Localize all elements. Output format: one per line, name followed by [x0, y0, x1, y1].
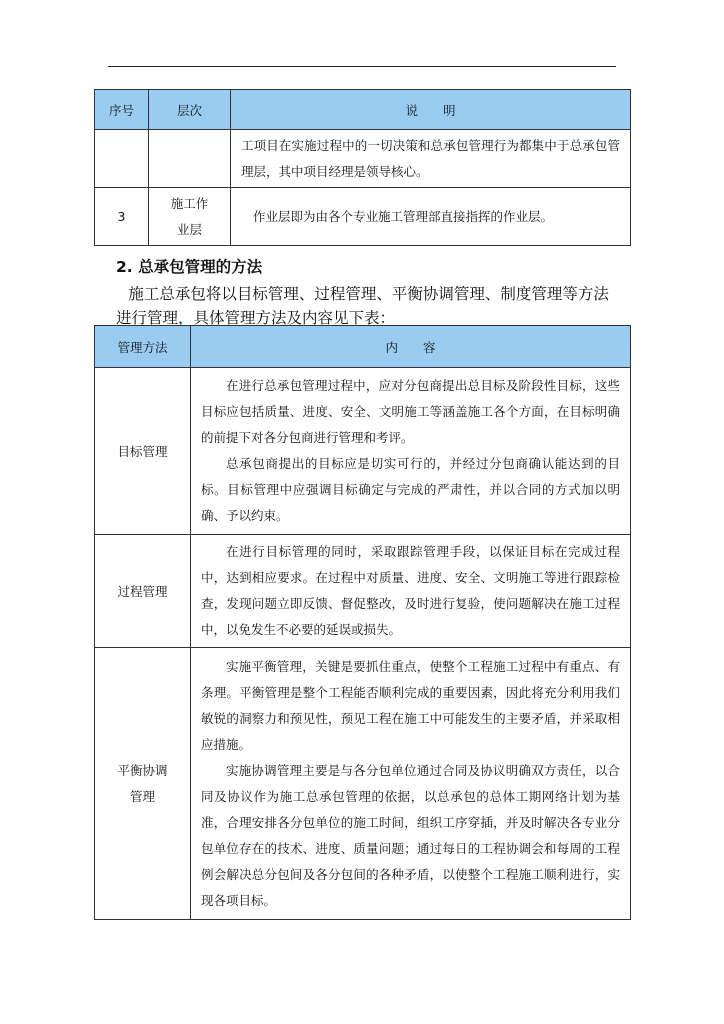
section-paragraph	[116, 282, 616, 326]
table-header-row	[95, 326, 631, 368]
row-desc: 作业层即为由各个专业施工管理部直接指挥的作业层。	[231, 188, 631, 246]
header-content: 内 容	[191, 326, 631, 368]
row-no	[95, 130, 149, 188]
header-desc: 说 明	[231, 90, 631, 130]
management-methods-table	[94, 325, 631, 920]
row-no: 3	[95, 188, 149, 246]
content-cell	[191, 368, 631, 535]
method-cell: 过程管理	[95, 535, 191, 648]
table-row	[95, 535, 631, 648]
header-rule	[108, 66, 616, 67]
row-level	[149, 130, 231, 188]
method-cell: 平衡协调管理	[95, 648, 191, 920]
content-paragraph: 在进行目标管理的同时，采取跟踪管理手段，以保证目标在完成过程中，达到相应要求。在过程中对质量、进度、安全、文明施工等进行跟踪检查，发现问题立即反馈、督促整改，及时进行复验，使问题解决在施工过程中，以免发生不必要的延误或损失。	[201, 544, 620, 637]
header-no: 序号	[95, 90, 149, 130]
hierarchy-table	[94, 89, 631, 246]
content-paragraph: 总承包商提出的目标应是切实可行的，并经过分包商确认能达到的目标。目标管理中应强调目标确定与完成的严肃性，并以合同的方式加以明确、予以约束。	[201, 456, 620, 523]
content-cell	[191, 648, 631, 920]
table-row	[95, 368, 631, 535]
paragraph-text: 施工总承包将以目标管理、过程管理、平衡协调管理、制度管理等方法进行管理，具体管理方法及内容见下表：	[116, 285, 609, 326]
content-paragraph: 在进行总承包管理过程中，应对分包商提出总目标及阶段性目标，这些目标应包括质量、进度、安全、文明施工等涵盖施工各个方面，在目标明确的前提下对各分包商进行管理和考评。	[201, 378, 620, 445]
header-method: 管理方法	[95, 326, 191, 368]
header-level: 层次	[149, 90, 231, 130]
method-cell: 目标管理	[95, 368, 191, 535]
content-paragraph: 实施平衡管理，关键是要抓住重点，使整个工程施工过程中有重点、有条理。平衡管理是整个工程能否顺利完成的重要因素，因此将充分利用我们敏锐的洞察力和预见性，预见工程在施工中可能发生的主要矛盾，并采取相应措施。	[201, 658, 620, 752]
table-row	[95, 130, 631, 188]
content-paragraph: 实施协调管理主要是与各分包单位通过合同及协议明确双方责任，以合同及协议作为施工总承包管理的依据，以总承包的总体工期网络计划为基准，合理安排各分包单位的施工时间，组织工序穿插，并及时解决各专业分包单位存在的技术、进度、质量问题；通过每日的工程协调会和每周的工程例会解决总分包间及各分包间的各种矛盾，以使整个工程施工顺利进行，实现各项目标。	[201, 762, 620, 908]
table-row	[95, 648, 631, 920]
row-level: 施工作业层	[149, 188, 231, 246]
table-header-row	[95, 90, 631, 130]
content-cell	[191, 535, 631, 648]
row-desc: 工项目在实施过程中的一切决策和总承包管理行为都集中于总承包管理层，其中项目经理是领导核心。	[231, 130, 631, 188]
table-row	[95, 188, 631, 246]
section-heading: 2. 总承包管理的方法	[116, 258, 263, 276]
